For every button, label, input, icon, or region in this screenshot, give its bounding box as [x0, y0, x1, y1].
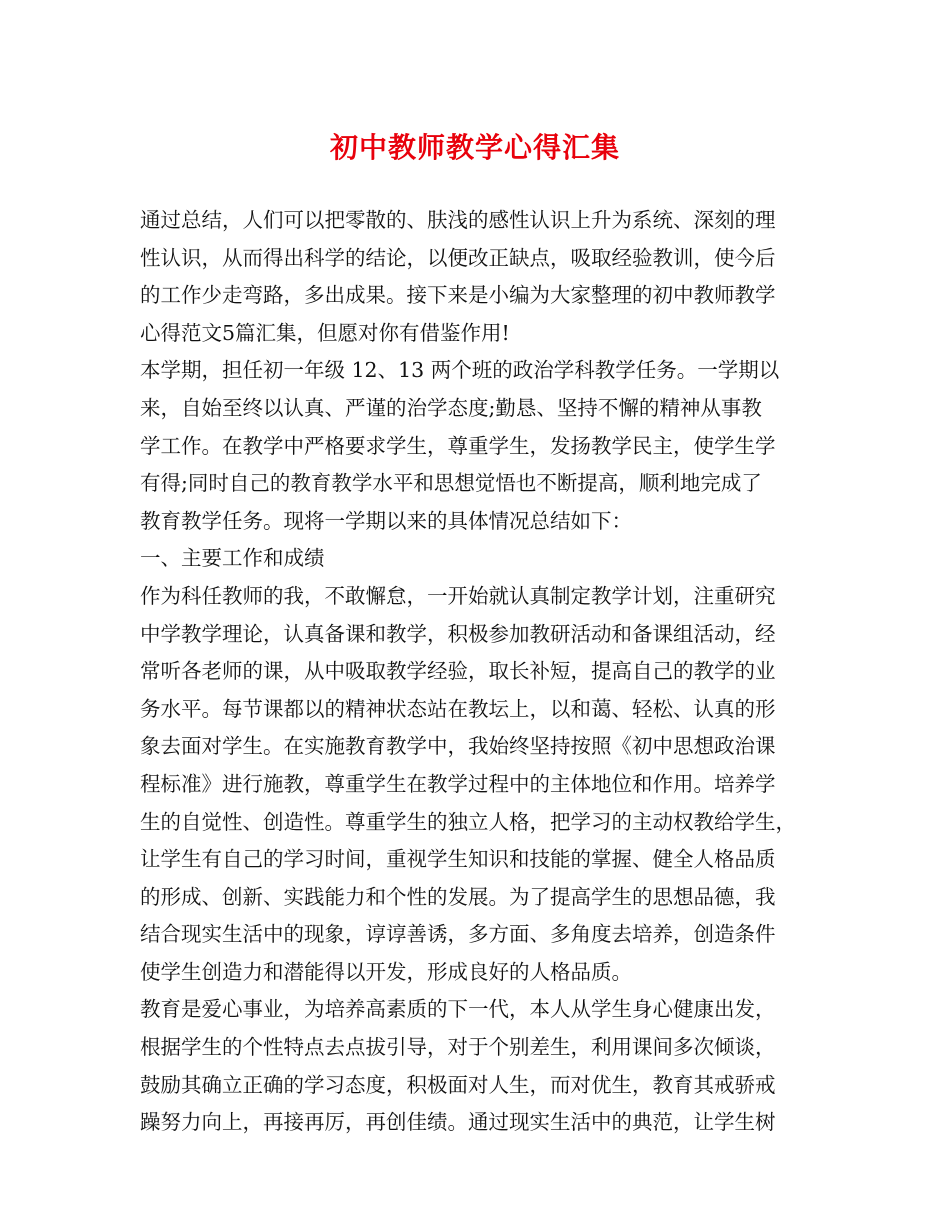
- text-line: 学工作。在教学中严格要求学生，尊重学生，发扬教学民主，使学生学: [140, 433, 776, 458]
- text-line: 使学生创造力和潜能得以开发，形成良好的人格品质。: [140, 959, 632, 984]
- text-line: 象去面对学生。在实施教育教学中，我始终坚持按照《初中思想政治课: [140, 734, 776, 759]
- text-line: 根据学生的个性特点去点拔引导，对于个别差生，利用课间多次倾谈，: [140, 1035, 776, 1060]
- text-line: 的形成、创新、实践能力和个性的发展。为了提高学生的思想品德，我: [140, 884, 776, 909]
- text-line: 常听各老师的课，从中吸取教学经验，取长补短，提高自己的教学的业: [140, 659, 776, 684]
- text-line: 生的自觉性、创造性。尊重学生的独立人格，把学习的主动权教给学生，: [140, 809, 796, 834]
- text-line: 作为科任教师的我，不敢懈怠，一开始就认真制定教学计划，注重研究: [140, 583, 776, 608]
- text-line: 通过总结，人们可以把零散的、肤浅的感性认识上升为系统、深刻的理: [140, 208, 776, 232]
- text-line: 结合现实生活中的现象，谆谆善诱，多方面、多角度去培养，创造条件: [140, 922, 776, 947]
- text-line: 来，自始至终以认真、严谨的治学态度;勤恳、坚持不懈的精神从事教: [140, 395, 762, 420]
- section-heading: 一、主要工作和成绩: [140, 546, 325, 571]
- text-line: 中学教学理论，认真备课和教学，积极参加教研活动和备课组活动，经: [140, 621, 776, 646]
- text-line: 让学生有自己的学习时间，重视学生知识和技能的掌握、健全人格品质: [140, 847, 776, 872]
- document-title: 初中教师教学心得汇集: [329, 131, 620, 164]
- text-line: 程标准》进行施教，尊重学生在教学过程中的主体地位和作用。培养学: [140, 771, 776, 796]
- text-line: 教育是爱心事业，为培养高素质的下一代，本人从学生身心健康出发，: [140, 997, 776, 1022]
- text-line: 鼓励其确立正确的学习态度，积极面对人生，而对优生，教育其戒骄戒: [140, 1072, 776, 1097]
- text-line: 躁努力向上，再接再厉，再创佳绩。通过现实生活中的典范，让学生树: [140, 1110, 776, 1135]
- text-line: 教育教学任务。现将一学期以来的具体情况总结如下：: [140, 508, 632, 533]
- text-line: 心得范文5篇汇集，但愿对你有借鉴作用!: [140, 320, 510, 345]
- document-body: [140, 202, 812, 1142]
- text-line: 务水平。每节课都以的精神状态站在教坛上，以和蔼、轻松、认真的形: [140, 696, 776, 721]
- text-line: 本学期，担任初一年级 12、13 两个班的政治学科教学任务。一学期以: [140, 358, 780, 383]
- text-line: 性认识，从而得出科学的结论，以便改正缺点，吸取经验教训，使今后: [140, 245, 776, 270]
- text-line: 有得;同时自己的教育教学水平和思想觉悟也不断提高，顺利地完成了: [140, 471, 762, 496]
- text-line: 的工作少走弯路，多出成果。接下来是小编为大家整理的初中教师教学: [140, 283, 776, 308]
